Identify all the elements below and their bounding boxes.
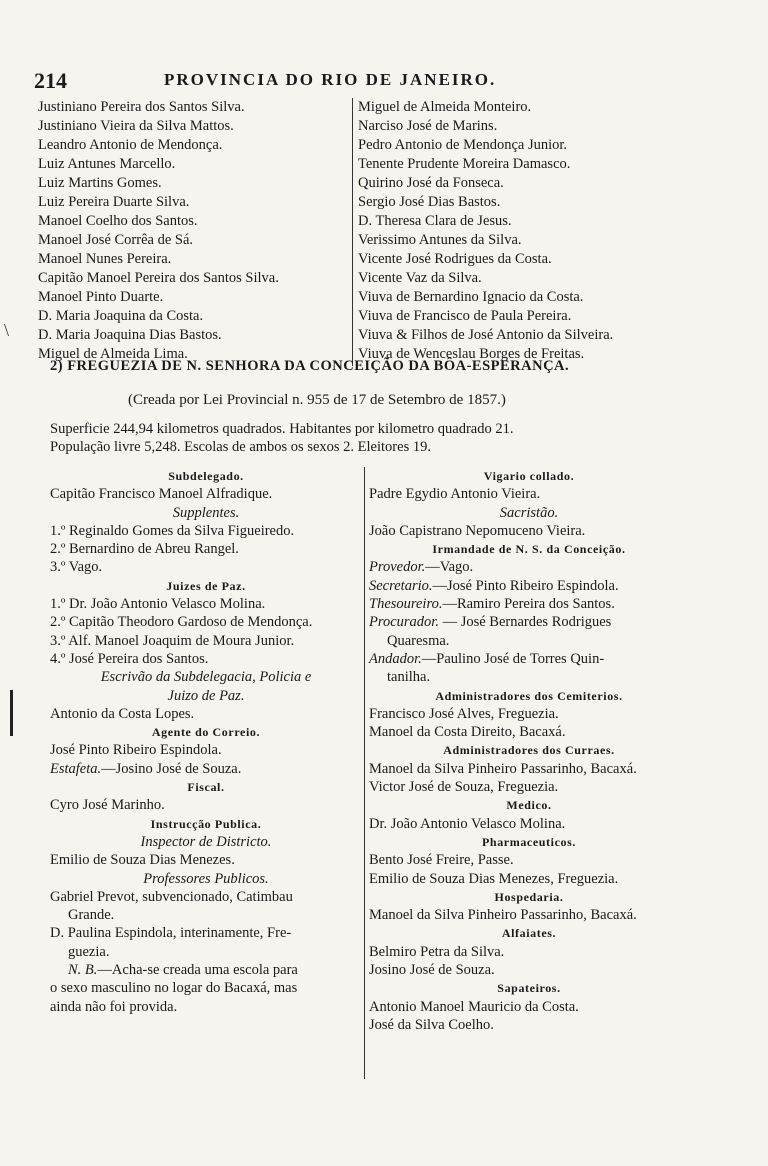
role-label: Estafeta.	[50, 760, 102, 777]
nb-text: —Acha-se creada uma escola para	[97, 962, 298, 979]
subheading-inspector: Inspector de Districto.	[140, 833, 272, 850]
page-header	[34, 68, 694, 92]
list-item: Manoel Coelho dos Santos.	[38, 213, 198, 229]
role-label: Thesoureiro.	[369, 596, 443, 613]
entry: 2.º Bernardino de Abreu Rangel.	[50, 541, 239, 558]
subheading-fiscal: Fiscal.	[187, 780, 225, 795]
list-item: Miguel de Almeida Lima.	[38, 346, 188, 362]
entry: D. Paulina Espindola, interinamente, Fre-	[50, 925, 292, 942]
entry	[369, 650, 689, 668]
role-holder: —Ramiro Pereira dos Santos.	[442, 596, 615, 613]
entry-cont: tanilha.	[387, 669, 431, 686]
list-item: Capitão Manoel Pereira dos Santos Silva.	[38, 270, 279, 286]
entry: Manoel da Costa Direito, Bacaxá.	[369, 724, 566, 741]
list-item: Luiz Martins Gomes.	[38, 175, 162, 191]
role-label: Secretario.	[369, 577, 433, 594]
entry: Gabriel Prevot, subvencionado, Catimbau	[50, 888, 293, 905]
list-item: Manoel José Corrêa de Sá.	[38, 232, 194, 248]
list-item: D. Theresa Clara de Jesus.	[358, 213, 512, 229]
subheading-juizes: Juizes de Paz.	[166, 578, 246, 593]
list-item: Sergio José Dias Bastos.	[358, 194, 501, 210]
subheading-irmandade: Irmandade de N. S. da Conceição.	[432, 542, 626, 557]
subheading-instrucao: Instrucção Publica.	[150, 816, 262, 831]
subheading-supplentes: Supplentes.	[172, 504, 240, 521]
list-item: D. Maria Joaquina Dias Bastos.	[38, 327, 222, 343]
entry-cont: Grande.	[68, 907, 115, 924]
list-item: Viuva & Filhos de José Antonio da Silveira.	[358, 327, 614, 343]
list-item: D. Maria Joaquina da Costa.	[38, 308, 204, 324]
list-item: Pedro Antonio de Mendonça Junior.	[358, 137, 568, 153]
top-list-right	[358, 98, 613, 364]
entry: Manoel da Silva Pinheiro Passarinho, Bacaxá.	[369, 907, 637, 924]
subheading-escrivao: Escrivão da Subdelegacia, Policia e	[100, 669, 312, 686]
entry: 2.º Capitão Theodoro Gardoso de Mendonça.	[50, 614, 313, 631]
subheading-vigario: Vigario collado.	[483, 469, 575, 483]
stats-line: Superficie 244,94 kilometros quadrados. Habitantes por kilometro quadrado 21.	[50, 421, 514, 437]
role-holder: —Vago.	[425, 559, 474, 576]
entry: Manoel da Silva Pinheiro Passarinho, Bacaxá.	[369, 760, 637, 777]
margin-mark-bar	[10, 690, 13, 736]
running-title: PROVINCIA DO RIO DE JANEIRO.	[164, 70, 497, 89]
role-label: Procurador.	[369, 614, 439, 631]
entry: Emilio de Souza Dias Menezes, Freguezia.	[369, 870, 619, 887]
list-item: Viuva de Francisco de Paula Pereira.	[358, 308, 572, 324]
list-item: Luiz Antunes Marcello.	[38, 156, 176, 172]
nb-label: N. B.	[68, 962, 98, 979]
role-holder: — José Bernardes Rodrigues	[442, 614, 612, 631]
entry-cont: guezia.	[68, 943, 110, 960]
entry: 3.º Alf. Manoel Joaquim de Moura Junior.	[50, 632, 295, 649]
entry: José da Silva Coelho.	[369, 1016, 494, 1033]
role-holder: —Paulino José de Torres Quin-	[421, 650, 605, 667]
officials-left-column	[50, 467, 362, 1016]
role-label: Provedor.	[369, 559, 426, 576]
entry	[369, 577, 689, 595]
entry: 1.º Reginaldo Gomes da Silva Figueiredo.	[50, 522, 295, 539]
entry: Antonio Manoel Mauricio da Costa.	[369, 998, 579, 1015]
entry	[369, 558, 689, 576]
list-item: Justiniano Vieira da Silva Mattos.	[38, 118, 234, 134]
entry: Cyro José Marinho.	[50, 797, 165, 814]
margin-mark-slash: \	[4, 320, 10, 340]
top-list-left	[38, 98, 279, 364]
subheading-subdelegado: Subdelegado.	[168, 469, 244, 483]
subheading-hospedaria: Hospedaria.	[494, 889, 564, 904]
subheading-sapateiros: Sapateiros.	[497, 981, 561, 996]
entry: Victor José de Souza, Freguezia.	[369, 779, 559, 796]
list-item: Manoel Pinto Duarte.	[38, 289, 164, 305]
list-item: Quirino José da Fonseca.	[358, 175, 504, 191]
column-rule-top	[352, 98, 353, 366]
entry: João Capistrano Nepomuceno Vieira.	[369, 522, 586, 539]
entry: Francisco José Alves, Freguezia.	[369, 705, 559, 722]
entry: Padre Egydio Antonio Vieira.	[369, 486, 541, 503]
role-holder: —José Pinto Ribeiro Espindola.	[432, 577, 619, 594]
subheading-correio: Agente do Correio.	[151, 725, 261, 740]
list-item: Justiniano Pereira dos Santos Silva.	[38, 99, 245, 115]
nb-text-cont: ainda não foi provida.	[50, 998, 178, 1015]
entry	[369, 595, 689, 613]
entry: 3.º Vago.	[50, 559, 103, 576]
entry: Bento José Freire, Passe.	[369, 852, 514, 869]
subheading-professores: Professores Publicos.	[143, 870, 269, 887]
list-item: Leandro Antonio de Mendonça.	[38, 137, 223, 153]
parish-stats	[50, 420, 680, 456]
entry: Belmiro Petra da Silva.	[369, 943, 505, 960]
section-heading: 2) FREGUEZIA DE N. SENHORA DA CONCEIÇÃO DA BÔA-ESPERANÇA.	[50, 358, 570, 374]
list-item: Tenente Prudente Moreira Damasco.	[358, 156, 571, 172]
entry: Capitão Francisco Manoel Alfradique.	[50, 486, 273, 503]
entry: Josino José de Souza.	[369, 962, 495, 979]
list-item: Vicente José Rodrigues da Costa.	[358, 251, 552, 267]
entry-cont: Quaresma.	[387, 632, 450, 649]
nota-bene	[50, 961, 362, 979]
stats-line: População livre 5,248. Escolas de ambos os sexos 2. Eleitores 19.	[50, 439, 431, 455]
entry: José Pinto Ribeiro Espindola.	[50, 742, 222, 759]
entry	[369, 613, 689, 631]
subheading-sacristao: Sacristão.	[499, 504, 559, 521]
list-item: Narciso José de Marins.	[358, 118, 498, 134]
list-item: Miguel de Almeida Monteiro.	[358, 99, 532, 115]
role-holder: —Josino José de Souza.	[101, 760, 242, 777]
list-item: Verissimo Antunes da Silva.	[358, 232, 522, 248]
column-rule-bottom	[364, 467, 365, 1079]
subheading-medico: Medico.	[506, 798, 552, 813]
subheading-curraes: Administradores dos Curraes.	[443, 743, 615, 758]
role-label: Andador.	[369, 650, 422, 667]
officials-right-column	[369, 467, 689, 1034]
list-item: Viuva de Wenceslau Borges de Freitas.	[358, 346, 585, 362]
entry	[50, 760, 362, 778]
subheading-alfaiates: Alfaiates.	[501, 926, 557, 941]
entry: Dr. João Antonio Velasco Molina.	[369, 815, 566, 832]
entry: Antonio da Costa Lopes.	[50, 705, 195, 722]
entry: 1.º Dr. João Antonio Velasco Molina.	[50, 596, 266, 613]
subheading-pharmaceuticos: Pharmaceuticos.	[482, 834, 576, 849]
subheading-cemiterios: Administradores dos Cemiterios.	[435, 688, 623, 703]
list-item: Vicente Vaz da Silva.	[358, 270, 482, 286]
list-item: Luiz Pereira Duarte Silva.	[38, 194, 190, 210]
entry: 4.º José Pereira dos Santos.	[50, 650, 209, 667]
creation-note: (Creada por Lei Provincial n. 955 de 17 de Setembro de 1857.)	[128, 392, 506, 408]
entry: Emilio de Souza Dias Menezes.	[50, 852, 235, 869]
page-number: 214	[34, 68, 67, 93]
list-item: Viuva de Bernardino Ignacio da Costa.	[358, 289, 584, 305]
list-item: Manoel Nunes Pereira.	[38, 251, 172, 267]
nb-text-cont: o sexo masculino no logar do Bacaxá, mas	[50, 980, 298, 997]
subheading-escrivao-cont: Juizo de Paz.	[167, 687, 245, 704]
